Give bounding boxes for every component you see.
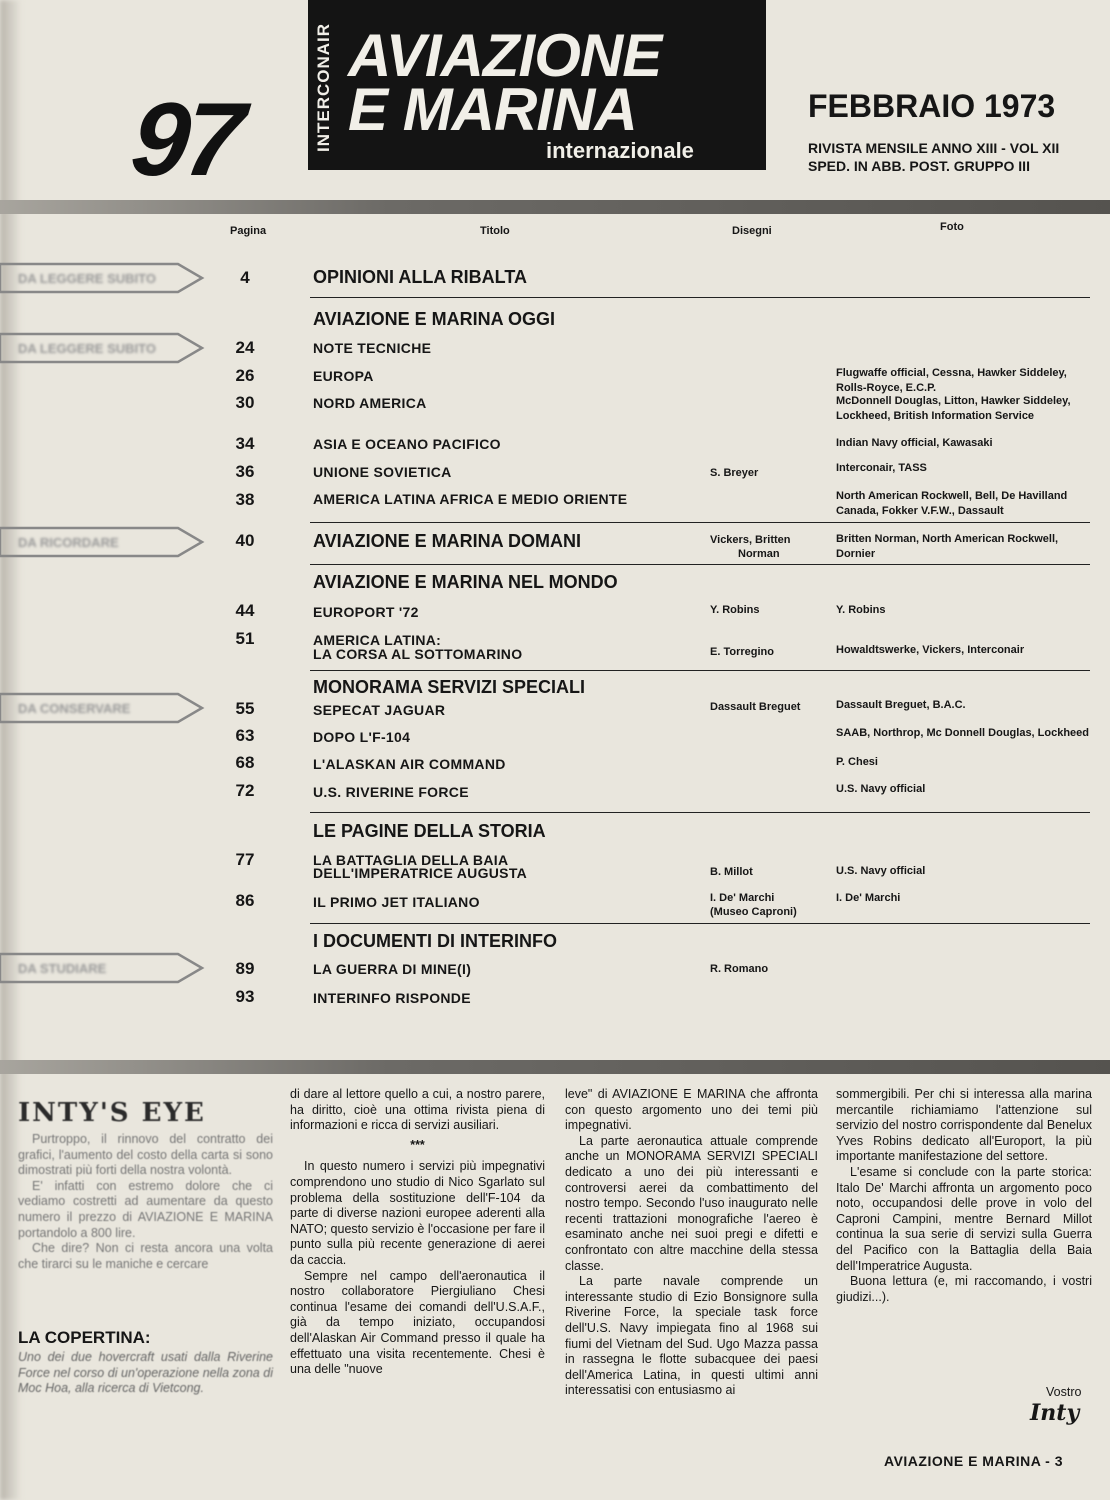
toc-photos: SAAB, Northrop, Mc Donnell Douglas, Lockheed (836, 727, 1090, 739)
toc-drawings: Norman (738, 548, 780, 560)
toc-page: 38 (235, 490, 255, 509)
toc-photos: McDonnell Douglas, Litton, Hawker Siddeley, Lockheed, British Information Service (836, 395, 1071, 422)
toc-page: 4 (240, 268, 250, 287)
editorial-column-4 (836, 1087, 1092, 1305)
tag-read-now (0, 331, 205, 365)
col-header-title: Titolo (480, 225, 510, 237)
toc-page: 34 (235, 434, 255, 453)
toc-photos: U.S. Navy official (836, 783, 926, 795)
tag-label: DA LEGGERE SUBITO (18, 270, 156, 286)
section-rule (310, 670, 1090, 671)
closing-word: Vostro (1046, 1385, 1082, 1399)
paragraph: Buona lettura (e, mi raccomando, i vostri giudizi...). (836, 1274, 1092, 1304)
tag-keep (0, 691, 205, 725)
toc-photos: North American Rockwell, Bell, De Havilland Canada, Fokker V.F.W., Dassault (836, 490, 1068, 517)
toc-title: IL PRIMO JET ITALIANO (313, 894, 480, 910)
toc-page: 93 (235, 987, 255, 1006)
toc-drawings: B. Millot (710, 866, 753, 878)
logo-subtitle: internazionale (546, 138, 694, 163)
section-rule (310, 297, 1090, 298)
postal-info: SPED. IN ABB. POST. GRUPPO III (808, 158, 1030, 174)
logo-title-line1: AVIAZIONE (348, 22, 662, 89)
toc-title: INTERINFO RISPONDE (313, 990, 471, 1006)
toc-section-title: AVIAZIONE E MARINA NEL MONDO (313, 572, 618, 592)
paragraph: In questo numero i servizi più impegnativi comprendono uno studio di Nico Sgarlato sul problema della sostituzione dell'F-104 da parte di diverse nazioni europee aderenti alla NATO; questo servizio è l'occasione per fare il punto sulla più recente generazione di aerei da caccia. (290, 1159, 545, 1267)
logo-title-line2: E MARINA (348, 76, 637, 143)
col-header-page: Pagina (230, 225, 267, 237)
toc-photos: Flugwaffe official, Cessna, Hawker Siddeley, Rolls-Royce, E.C.P. (836, 367, 1067, 394)
col-header-photos: Foto (940, 221, 964, 233)
toc-drawings: Dassault Breguet (710, 701, 801, 713)
toc-photos: P. Chesi (836, 756, 878, 768)
toc-page: 51 (235, 629, 255, 648)
toc-page: 24 (235, 338, 255, 357)
paragraph: La parte aeronautica attuale comprende anche un MONORAMA SERVIZI SPECIALI dedicato a uno dei più interessanti e controversi aerei da combattimento del nostro tempo. Secondo l'uso inaugurato nelle recenti trattazioni monografiche l'aereo è esaminato anche nei suoi pregi e difetti e confrontato con altre macchine della stessa classe. (565, 1133, 818, 1273)
paragraph: leve" di AVIAZIONE E MARINA che affronta con questo argomento uno dei temi più impegnativi. (565, 1087, 818, 1133)
issue-date: FEBBRAIO 1973 (808, 88, 1056, 124)
tag-label: DA CONSERVARE (18, 700, 131, 716)
signature: Inty (1030, 1400, 1080, 1426)
editorial-column-2 (290, 1087, 545, 1378)
toc-page: 55 (235, 699, 255, 718)
toc-page: 77 (235, 850, 255, 869)
paragraph: Che dire? Non ci resta ancora una volta che tirarci su le maniche e cercare (18, 1241, 273, 1271)
separator-stars: *** (410, 1137, 425, 1152)
toc-photos: Dassault Breguet, B.A.C. (836, 699, 966, 711)
toc-section-title: AVIAZIONE E MARINA OGGI (313, 309, 556, 329)
toc-title: NORD AMERICA (313, 395, 427, 411)
toc-section-title: OPINIONI ALLA RIBALTA (313, 267, 527, 287)
toc-title: UNIONE SOVIETICA (313, 464, 452, 480)
tag-label: DA RICORDARE (18, 534, 119, 550)
editorial-title: INTY'S EYE (18, 1098, 206, 1128)
toc-page: 36 (235, 462, 255, 481)
toc-title: NOTE TECNICHE (313, 340, 432, 356)
toc-title: EUROPA (313, 368, 374, 384)
toc-page: 30 (235, 393, 255, 412)
toc-title: AMERICA LATINA: (313, 632, 442, 648)
toc-photos: U.S. Navy official (836, 865, 926, 877)
tag-read-now (0, 261, 205, 295)
toc-drawings: Vickers, Britten (710, 534, 791, 546)
cover-caption-text: Uno dei due hovercraft usati dalla Riverine Force nel corso di un'operazione nella zona di Moc Hoa, alla ricerca di Vietcong. (18, 1350, 273, 1396)
toc-page: 86 (235, 891, 255, 910)
cover-caption-title: LA COPERTINA: (18, 1328, 151, 1347)
toc-title: L'ALASKAN AIR COMMAND (313, 756, 506, 772)
toc-section-title: I DOCUMENTI DI INTERINFO (313, 931, 557, 951)
toc-title: ASIA E OCEANO PACIFICO (313, 436, 501, 452)
toc-section-title: AVIAZIONE E MARINA DOMANI (313, 531, 581, 551)
page-edge-shadow (0, 0, 22, 1500)
toc-drawings: Y. Robins (710, 604, 760, 616)
paragraph: Purtroppo, il rinnovo del contratto dei grafici, l'aumento del costo della carta si sono dimostrati più forti della nostra volontà. (18, 1132, 273, 1178)
page-footer: AVIAZIONE E MARINA - 3 (884, 1453, 1064, 1469)
tag-label: DA STUDIARE (18, 960, 107, 976)
toc-page: 63 (235, 726, 255, 745)
toc-photos: Interconair, TASS (836, 462, 927, 474)
toc-page: 72 (235, 781, 255, 800)
tag-remember (0, 525, 205, 559)
logo-publisher: INTERCONAIR (314, 22, 333, 152)
toc-title: DOPO L'F-104 (313, 729, 411, 745)
paragraph: E' infatti con estremo dolore che ci vediamo costretti ad aumentare da questo numero il prezzo di AVIAZIONE E MARINA portandolo a 800 lire. (18, 1178, 273, 1240)
tag-study (0, 951, 205, 985)
editorial-column-1 (18, 1132, 273, 1272)
toc-page: 89 (235, 959, 255, 978)
toc-drawings: E. Torregino (710, 646, 774, 658)
toc-title: DELL'IMPERATRICE AUGUSTA (313, 865, 528, 881)
toc-drawings: I. De' Marchi (710, 892, 775, 904)
paragraph: L'esame si conclude con la parte storica: Italo De' Marchi affronta un argomento poco noto, occupandosi delle prove in volo del Caproni Campini, mentre Bernard Millot continua la sua serie di servizi sulla Guerra del Pacifico con la Battaglia della Baia dell'Imperatrice Augusta. (836, 1164, 1092, 1273)
toc-title: EUROPORT '72 (313, 604, 419, 620)
issue-subtitle: RIVISTA MENSILE ANNO XIII - VOL XII (808, 140, 1060, 156)
tag-label: DA LEGGERE SUBITO (18, 340, 156, 356)
toc-title: LA BATTAGLIA DELLA BAIA (313, 852, 509, 868)
toc-photos: Indian Navy official, Kawasaki (836, 437, 993, 449)
toc-drawings: R. Romano (710, 963, 769, 975)
toc-title: LA CORSA AL SOTTOMARINO (313, 646, 523, 662)
paragraph: di dare al lettore quello a cui, a nostro parere, ha diritto, cioè una ottima rivista piena di informazioni e ricca di servizi ausiliari. (290, 1087, 545, 1133)
section-rule (310, 812, 1090, 813)
toc-photos: Howaldtswerke, Vickers, Interconair (836, 644, 1025, 656)
top-band (0, 200, 1110, 214)
toc-title: AMERICA LATINA AFRICA E MEDIO ORIENTE (313, 491, 628, 507)
toc-page: 40 (235, 531, 255, 550)
toc-section-title: MONORAMA SERVIZI SPECIALI (313, 677, 586, 697)
paragraph: La parte navale comprende un interessante studio di Ezio Bonsignore sulla Riverine Force, la speciale task force dell'U.S. Navy impiegata fino al 1968 sui fiumi del Vietnam del Sud. Ugo Mazza passa in rassegna le flotte subacquee dei paesi dell'America Latina, in questi ultimi anni interessatisi con entusiasmo ai (565, 1274, 818, 1398)
toc-title: LA GUERRA DI MINE(I) (313, 961, 472, 977)
toc-section-title: LE PAGINE DELLA STORIA (313, 821, 546, 841)
issue-number: 97 (125, 82, 246, 198)
toc-page: 44 (235, 601, 255, 620)
toc-title: SEPECAT JAGUAR (313, 702, 446, 718)
section-rule (310, 923, 1090, 924)
section-rule (310, 522, 1090, 523)
toc-drawings: (Museo Caproni) (710, 906, 797, 918)
toc-title: U.S. RIVERINE FORCE (313, 784, 469, 800)
paragraph: sommergibili. Per chi si interessa alla marina mercantile richiamiamo l'attenzione sul servizio del nostro corrispondente dal Benelux Yves Robins dedicato all'Europort, la più importante manifestazione del settore. (836, 1087, 1092, 1164)
toc-photos: Y. Robins (836, 604, 886, 616)
toc-photos: I. De' Marchi (836, 892, 901, 904)
toc-drawings: S. Breyer (710, 467, 759, 479)
section-rule (310, 564, 1090, 565)
toc-photos: Britten Norman, North American Rockwell, Dornier (836, 533, 1059, 560)
col-header-drawings: Disegni (732, 225, 772, 237)
paragraph: Sempre nel campo dell'aeronautica il nostro collaboratore Piergiuliano Chesi continua l'esame dei comandi dell'U.S.A.F., già da tempo iniziato, occupandosi dell'Alaskan Air Command presso il quale ha effettuato una visita recentemente. Chesi è una delle "nuove (290, 1268, 545, 1377)
editorial-column-3 (565, 1087, 818, 1399)
bottom-band (0, 1060, 1110, 1074)
magazine-logo (308, 0, 766, 170)
toc-page: 26 (235, 366, 255, 385)
toc-page: 68 (235, 753, 255, 772)
